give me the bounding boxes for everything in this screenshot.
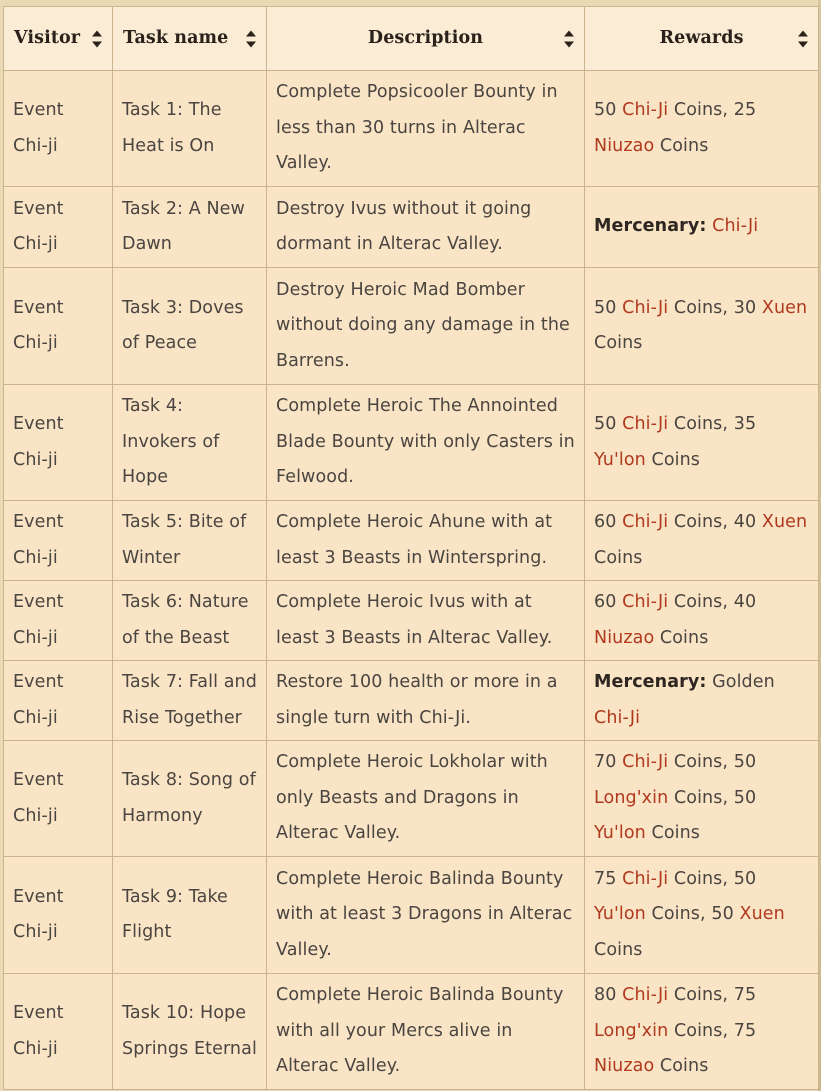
description-cell: Complete Heroic Balinda Bounty with all your Mercs alive in Alterac Valley. xyxy=(267,974,585,1090)
table-row xyxy=(4,974,819,1090)
task-name-cell: Task 4: Invokers of Hope xyxy=(113,385,267,501)
task-name-cell: Task 1: The Heat is On xyxy=(113,71,267,187)
reward-link[interactable]: Xuen xyxy=(761,297,808,318)
visitor-cell: Event Chi-ji xyxy=(4,71,113,187)
reward-link[interactable]: Xuen xyxy=(761,512,808,532)
header-visitor[interactable] xyxy=(4,7,113,71)
task-name-cell: Task 9: Take Flight xyxy=(113,857,267,974)
rewards-cell xyxy=(585,385,819,501)
reward-link[interactable]: Chi-Ji xyxy=(622,512,669,532)
reward-text: Golden xyxy=(706,672,775,692)
reward-text: Coins xyxy=(654,1056,709,1077)
header-task-name[interactable] xyxy=(113,7,267,71)
reward-text: 75 xyxy=(594,868,623,889)
description-cell: Restore 100 health or more in a single turn with Chi-Ji. xyxy=(267,661,585,741)
rewards-cell xyxy=(585,71,819,187)
sort-arrows-icon[interactable] xyxy=(246,30,256,47)
reward-text: Coins, 25 xyxy=(668,100,757,120)
rewards-cell xyxy=(585,661,819,741)
reward-text: Coins, 50 xyxy=(668,868,757,889)
reward-link[interactable]: Niuzao xyxy=(594,135,655,156)
reward-text: Coins xyxy=(594,547,643,568)
description-cell: Complete Heroic Ivus with at least 3 Beasts in Alterac Valley. xyxy=(267,581,585,661)
task-name-cell: Task 6: Nature of the Beast xyxy=(113,581,267,661)
reward-text: Coins xyxy=(594,939,643,960)
task-name-cell: Task 10: Hope Springs Eternal xyxy=(113,974,267,1090)
description-cell: Complete Popsicooler Bounty in less than 30 turns in Alterac Valley. xyxy=(267,71,585,187)
reward-link[interactable]: Chi-Ji xyxy=(622,752,669,773)
reward-text: Coins, 75 xyxy=(668,985,757,1006)
reward-text: Coins, 50 xyxy=(668,787,757,808)
reward-link[interactable]: Niuzao xyxy=(594,1056,655,1077)
reward-text: 50 xyxy=(594,297,623,318)
visitor-cell: Event Chi-ji xyxy=(4,857,113,974)
reward-text: 60 xyxy=(594,592,623,612)
reward-link[interactable]: Chi-Ji xyxy=(622,414,669,434)
header-task-name-label: Task name xyxy=(123,27,229,48)
reward-link[interactable]: Xuen xyxy=(739,904,785,925)
rewards-cell xyxy=(585,187,819,268)
reward-text: 70 xyxy=(594,752,623,773)
reward-link[interactable]: Yu'lon xyxy=(594,449,646,470)
task-name-cell: Task 2: A New Dawn xyxy=(113,187,267,268)
reward-link[interactable]: Chi-Ji xyxy=(622,100,669,120)
reward-link[interactable]: Niuzao xyxy=(594,627,655,648)
table-row xyxy=(4,581,819,661)
description-cell: Complete Heroic Balinda Bounty with at least 3 Dragons in Alterac Valley. xyxy=(267,857,585,974)
reward-text: Coins, 35 xyxy=(668,414,757,434)
reward-link[interactable]: Long'xin xyxy=(594,1020,669,1041)
reward-link[interactable]: Yu'lon xyxy=(594,904,646,925)
reward-link[interactable]: Chi-Ji xyxy=(622,592,669,612)
reward-text: 60 xyxy=(594,512,623,532)
table-row xyxy=(4,268,819,385)
table-row xyxy=(4,385,819,501)
header-description-label: Description xyxy=(367,27,484,48)
reward-text: Coins xyxy=(645,823,701,844)
reward-text: 50 xyxy=(594,100,623,120)
table-body xyxy=(4,71,819,1090)
reward-text: Coins xyxy=(645,449,701,470)
table-row xyxy=(4,661,819,741)
reward-text: Coins xyxy=(654,135,709,156)
description-cell: Destroy Heroic Mad Bomber without doing any damage in the Barrens. xyxy=(267,268,585,385)
description-cell: Complete Heroic The Annointed Blade Bounty with only Casters in Felwood. xyxy=(267,385,585,501)
reward-link[interactable]: Chi-Ji xyxy=(594,707,641,728)
reward-link[interactable]: Yu'lon xyxy=(594,823,646,844)
description-cell: Complete Heroic Lokholar with only Beasts and Dragons in Alterac Valley. xyxy=(267,741,585,857)
rewards-cell xyxy=(585,581,819,661)
task-name-cell: Task 5: Bite of Winter xyxy=(113,501,267,581)
task-name-cell: Task 8: Song of Harmony xyxy=(113,741,267,857)
visitor-cell: Event Chi-ji xyxy=(4,501,113,581)
header-rewards-label: Rewards xyxy=(659,27,744,48)
table-row xyxy=(4,71,819,187)
header-rewards[interactable] xyxy=(585,7,819,71)
visitor-cell: Event Chi-ji xyxy=(4,187,113,268)
reward-text: 50 xyxy=(594,414,623,434)
table-row xyxy=(4,501,819,581)
visitor-cell: Event Chi-ji xyxy=(4,974,113,1090)
description-cell: Complete Heroic Ahune with at least 3 Beasts in Winterspring. xyxy=(267,501,585,581)
sort-arrows-icon[interactable] xyxy=(798,30,808,47)
reward-text: Coins, 50 xyxy=(645,904,740,925)
rewards-cell xyxy=(585,268,819,385)
rewards-cell xyxy=(585,741,819,857)
reward-text: 80 xyxy=(594,985,623,1006)
reward-text: Coins, 30 xyxy=(668,297,762,318)
reward-link[interactable]: Long'xin xyxy=(594,787,669,808)
header-row xyxy=(4,7,819,71)
tasks-table xyxy=(3,6,819,1090)
table-row xyxy=(4,187,819,268)
visitor-cell: Event Chi-ji xyxy=(4,581,113,661)
header-description[interactable] xyxy=(267,7,585,71)
reward-text: Coins, 50 xyxy=(668,752,757,773)
reward-link[interactable]: Chi-Ji xyxy=(712,216,759,237)
sort-arrows-icon[interactable] xyxy=(564,30,574,47)
reward-link[interactable]: Chi-Ji xyxy=(622,985,669,1006)
rewards-cell xyxy=(585,501,819,581)
rewards-cell xyxy=(585,974,819,1090)
visitor-cell: Event Chi-ji xyxy=(4,661,113,741)
description-cell: Destroy Ivus without it going dormant in Alterac Valley. xyxy=(267,187,585,268)
reward-text: Coins xyxy=(654,627,709,648)
visitor-cell: Event Chi-ji xyxy=(4,385,113,501)
reward-label: Mercenary: xyxy=(594,216,707,237)
header-visitor-label: Visitor xyxy=(14,27,81,48)
reward-text: Coins, 75 xyxy=(668,1020,757,1041)
reward-text: Coins, 40 xyxy=(668,512,762,532)
task-name-cell: Task 3: Doves of Peace xyxy=(113,268,267,385)
visitor-cell: Event Chi-ji xyxy=(4,741,113,857)
reward-link[interactable]: Chi-Ji xyxy=(622,297,669,318)
sort-arrows-icon[interactable] xyxy=(92,30,102,47)
table-row xyxy=(4,857,819,974)
reward-link[interactable]: Chi-Ji xyxy=(622,868,669,889)
reward-text: Coins, 40 xyxy=(668,592,757,612)
rewards-cell xyxy=(585,857,819,974)
table-row xyxy=(4,741,819,857)
reward-text: Coins xyxy=(594,333,643,353)
visitor-cell: Event Chi-ji xyxy=(4,268,113,385)
task-name-cell: Task 7: Fall and Rise Together xyxy=(113,661,267,741)
reward-label: Mercenary: xyxy=(594,672,707,692)
